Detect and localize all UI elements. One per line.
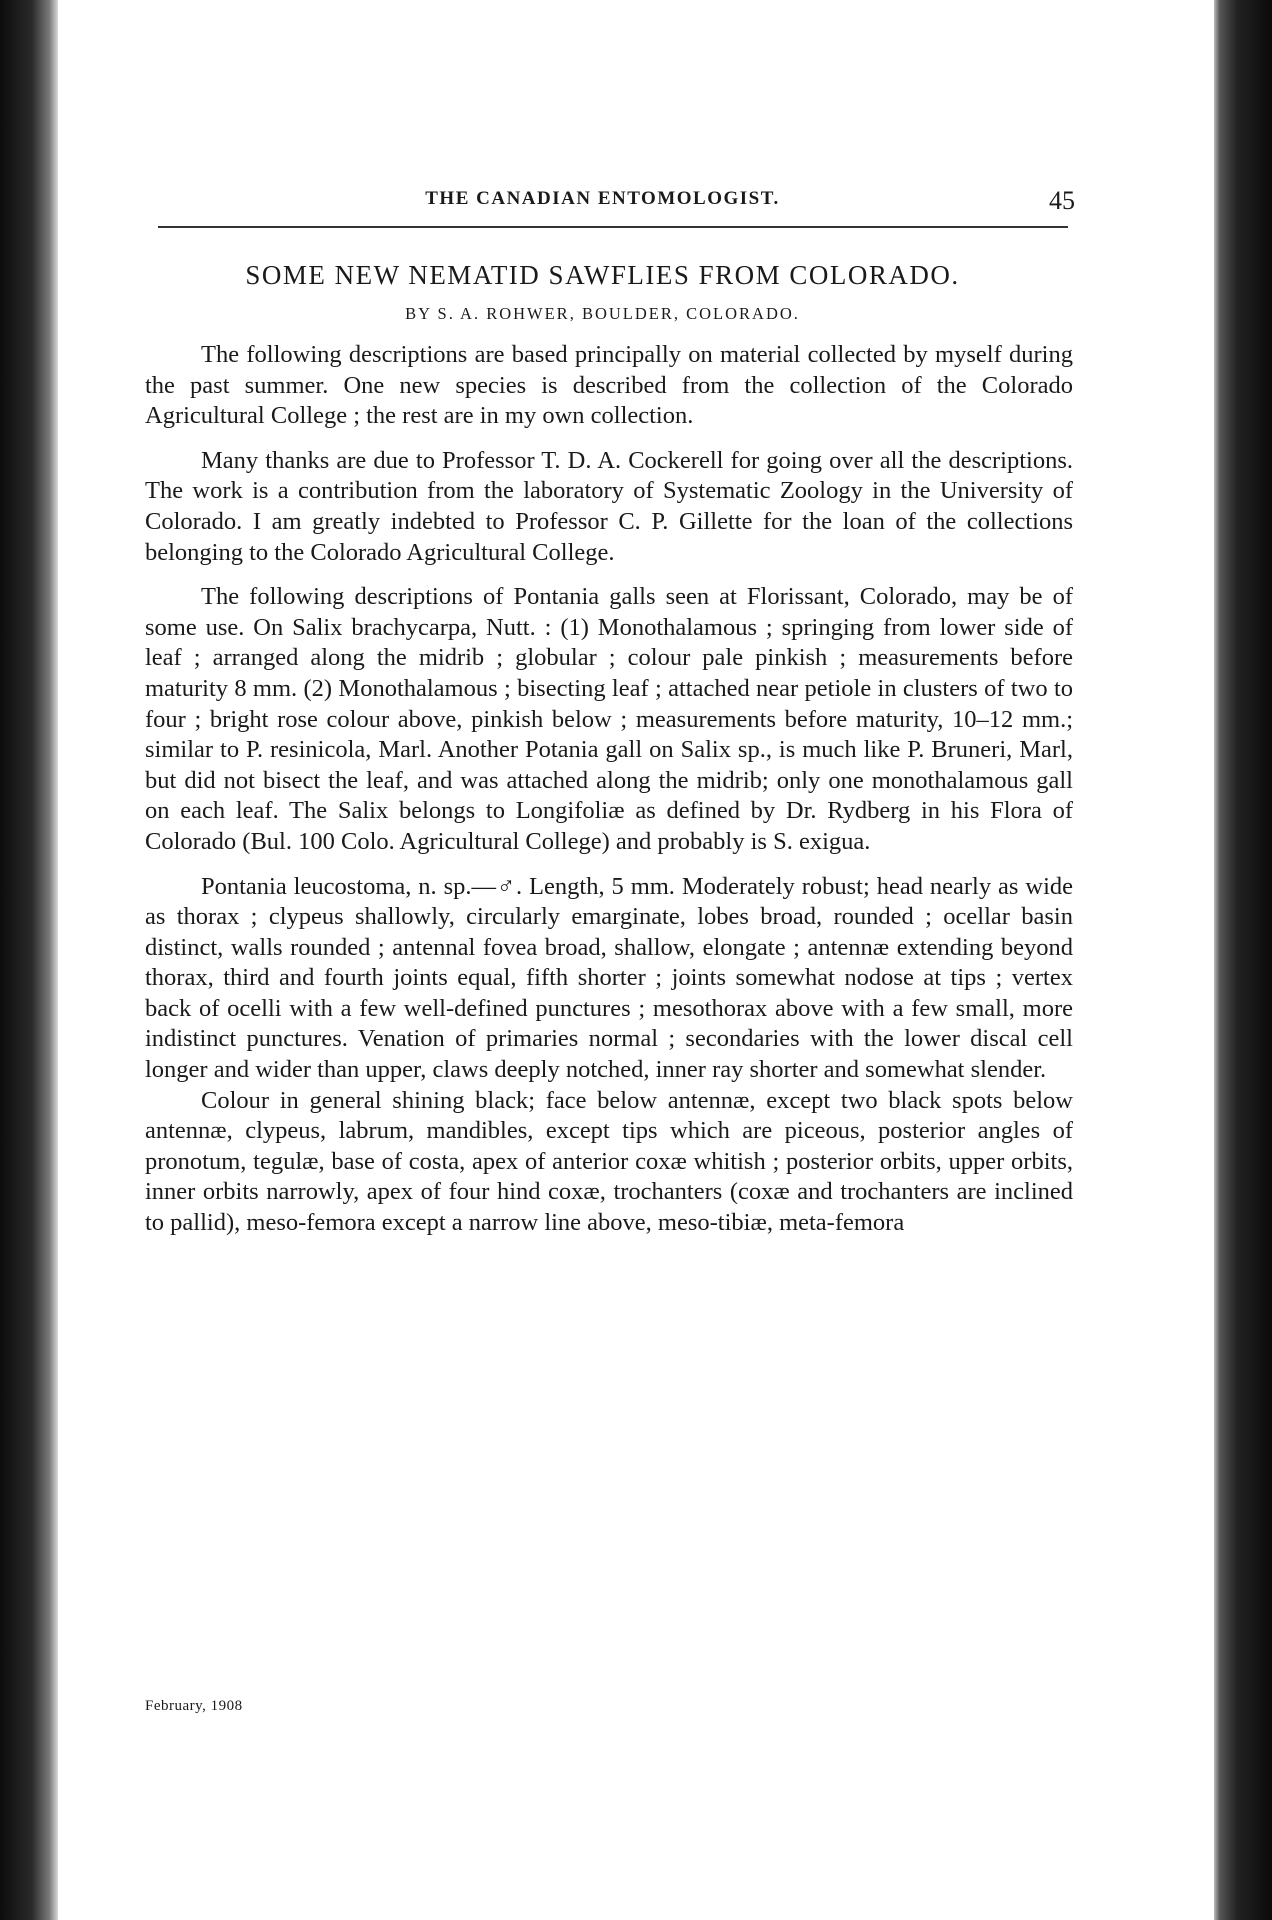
book-spine-right — [1214, 0, 1272, 1920]
body-paragraph-5: Colour in general shining black; face below antennæ, except two black spots below antennæ, clypeus, labrum, mandibles, except tips which are piceous, posterior angles of pronotum, tegulæ, base of costa, apex of anterior coxæ whitish ; posterior orbits, upper orbits, inner orbits narrowly, apex of four hind coxæ, trochanters (coxæ and trochanters are inclined to pallid), meso-femora except a narrow line above, meso-tibiæ, meta-femora — [145, 1086, 1073, 1237]
running-head — [130, 180, 1075, 220]
issue-date: February, 1908 — [145, 1698, 243, 1714]
journal-title: THE CANADIAN ENTOMOLOGIST. — [425, 188, 780, 209]
book-spine-left — [0, 0, 58, 1920]
article-title: SOME NEW NEMATID SAWFLIES FROM COLORADO. — [245, 260, 960, 290]
body-paragraph-3: The following descriptions of Pontania galls seen at Florissant, Colorado, may be of some use. On Salix brachycarpa, Nutt. : (1) Monothalamous ; springing from lower side of leaf ; arranged along the midrib ; globular ; colour pale pinkish ; measurements before maturity 8 mm. (2) Monothalamous ; bisecting leaf ; attached near petiole in clusters of two to four ; bright rose colour above, pinkish below ; measurements before maturity, 10–12 mm.; similar to P. resinicola, Marl. Another Potania gall on Salix sp., is much like P. Bruneri, Marl, but did not bisect the leaf, and was attached along the midrib; only one monothalamous gall on each leaf. The Salix belongs to Longifoliæ as defined by Dr. Rydberg in his Flora of Colorado (Bul. 100 Colo. Agricultural College) and probably is S. exigua. — [145, 583, 1073, 855]
page-number: 45 — [1049, 186, 1075, 215]
journal-page — [130, 180, 1075, 1740]
header-rule — [158, 226, 1068, 228]
body-paragraph-2: Many thanks are due to Professor T. D. A. Cockerell for going over all the descriptions. The work is a contribution from the laboratory of Systematic Zoology in the University of Colorado. I am greatly indebted to Professor C. P. Gillette for the loan of the collections belonging to the Colorado Agricultural College. — [145, 446, 1073, 566]
article-byline: BY S. A. ROHWER, BOULDER, COLORADO. — [405, 304, 800, 323]
body-paragraph-4: Pontania leucostoma, n. sp.—♂. Length, 5 mm. Moderately robust; head nearly as wide as thorax ; clypeus shallowly, circularly emarginate, lobes broad, rounded ; ocellar basin distinct, walls rounded ; antennal fovea broad, shallow, elongate ; antennæ extending beyond thorax, third and fourth joints equal, fifth shorter ; joints somewhat nodose at tips ; vertex back of ocelli with a few well-defined punctures ; mesothorax above with a few small, more indistinct punctures. Venation of primaries normal ; secondaries with the lower discal cell longer and wider than upper, claws deeply notched, inner ray shorter and somewhat slender. — [145, 872, 1073, 1084]
body-paragraph-1: The following descriptions are based principally on material collected by myself during the past summer. One new species is described from the collection of the Colorado Agricultural College ; the rest are in my own collection. — [145, 341, 1073, 430]
